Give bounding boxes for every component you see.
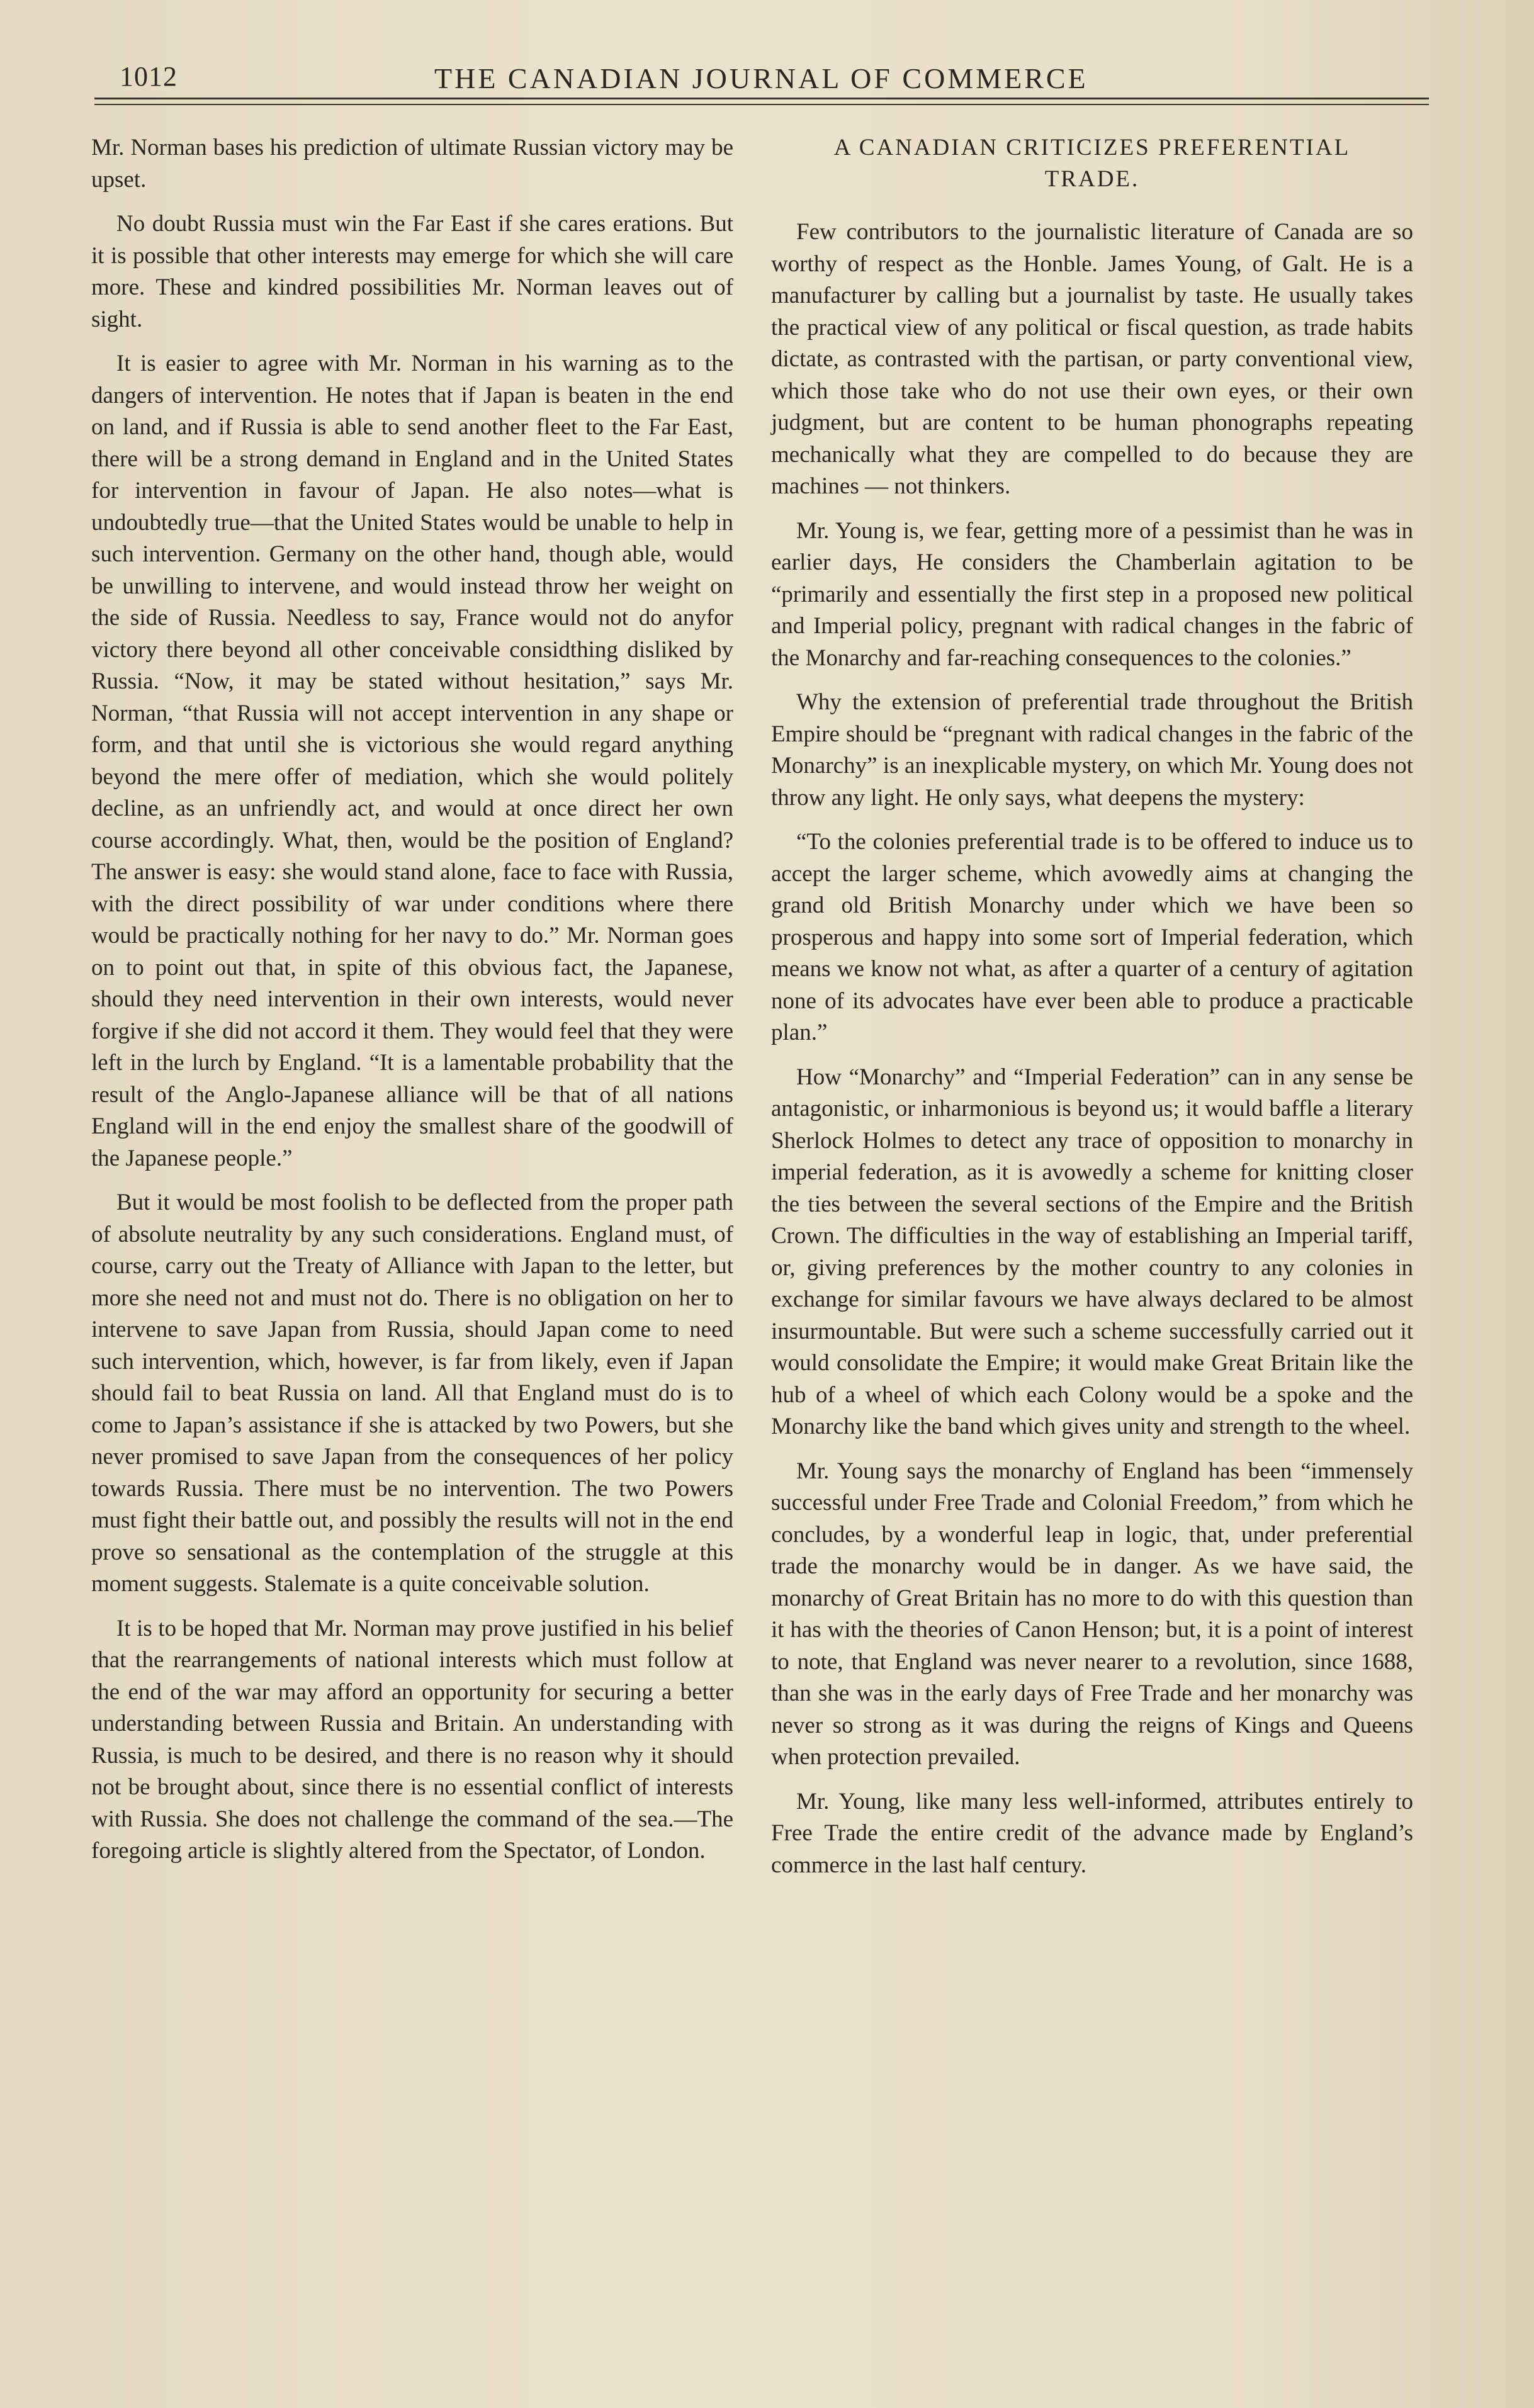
header-rule-top [94, 98, 1429, 99]
right-paragraph: Mr. Young is, we fear, getting more of a pessimist than he was in earlier days, He considers the Chamberlain agitation to be “primarily and essentially the first step in a proposed new political and Imperial policy, pregnant with radical changes in the fabric of the Monarchy and far-reaching consequences to the colonies.” [771, 517, 1413, 671]
right-column [771, 132, 1413, 1894]
right-paragraph: Mr. Young says the monarchy of England has been “immensely successful under Free Trade and Colonial Freedom,” from which he concludes, by a wonderful leap in logic, that, under preferential trade the monarchy would be in danger. As we have said, the monarchy of Great Britain has no more to do with this question than it has with the theories of Canon Henson; but, it is a point of interest to note, that England was never nearer to a revolution, since 1688, than she was in the early days of Free Trade and her monarchy was never so strong as it was during the reigns of Kings and Queens when protection prevailed. [771, 1458, 1413, 1770]
right-paragraph: Why the extension of preferential trade throughout the British Empire should be “pregnant with radical changes in the fabric of the Monarchy” is an inexplicable mystery, on which Mr. Young does not throw any light. He only says, what deepens the mystery: [771, 689, 1413, 811]
left-column [91, 132, 733, 1880]
article-title-line-1: A CANADIAN CRITICIZES PREFERENTIAL [833, 135, 1351, 160]
header-rule-bottom [94, 104, 1429, 105]
right-paragraph: “To the colonies preferential trade is to be offered to induce us to accept the larger scheme, which avowedly aims at changing the grand old British Monarchy under which we have been so prosperous and happy into some sort of Imperial federation, which means we know not what, as after a quarter of a century of agitation none of its advocates have ever been able to produce a practicable plan.” [771, 829, 1413, 1045]
left-paragraph: It is easier to agree with Mr. Norman in his warning as to the dangers of intervention. He notes that if Japan is beaten in the end on land, and if Russia is able to send another fleet to the Far East, there will be a strong demand in England and in the United States for intervention in favour of Japan. He also notes—what is undoubtedly true—that the United States would be unable to help in such intervention. Germany on the other hand, though able, would be unwilling to intervene, and would instead throw her weight on the side of Russia. Needless to say, France would not do anyfor victory there beyond all other conceivable considthing disliked by Russia. “Now, it may be stated without hesitation,” says Mr. Norman, “that Russia will not accept intervention in any shape or form, and that until she is victorious she would regard anything beyond the mere offer of mediation, which she would politely decline, as an unfriendly act, and would at once direct her own course accordingly. What, then, would be the position of England? The answer is easy: she would stand alone, face to face with Russia, with the direct possibility of war under conditions where there would be practically nothing for her navy to do.” Mr. Norman goes on to point out that, in spite of this obvious fact, the Japanese, should they need intervention in their own interests, would never forgive if she did not accord it them. They would feel that they were left in the lurch by England. “It is a lamentable probability that the result of the Anglo-Japanese alliance will be that of all nations England will in the end enjoy the smallest share of the goodwill of the Japanese people.” [91, 351, 733, 1171]
article-title [771, 132, 1413, 195]
left-paragraph: But it would be most foolish to be deflected from the proper path of absolute neutrality by any such considerations. England must, of course, carry out the Treaty of Alliance with Japan to the letter, but more she need not and must not do. There is no obligation on her to intervene to save Japan from Russia, should Japan come to need such intervention, which, however, is far from likely, even if Japan should fail to beat Russia on land. All that England must do is to come to Japan’s assistance if she is attacked by two Powers, but she never promised to save Japan from the consequences of her policy towards Russia. There must be no intervention. The two Powers must fight their battle out, and possibly the results will not in the end prove so sensational as the contemplation of the struggle at this moment suggests. Stalemate is a quite conceivable solution. [91, 1190, 733, 1597]
left-paragraph: No doubt Russia must win the Far East if she cares erations. But it is possible that other interests may emerge for which she will care more. These and kindred possibilities Mr. Norman leaves out of sight. [91, 211, 733, 332]
left-paragraph: It is to be hoped that Mr. Norman may prove justified in his belief that the rearrangements of national interests which must follow at the end of the war may afford an opportunity for securing a better understanding between Russia and Britain. An understanding with Russia, is much to be desired, and there is no reason why it should not be brought about, since there is no essential conflict of interests with Russia. She does not challenge the command of the sea.—The foregoing article is slightly altered from the Spectator, of London. [91, 1615, 733, 1864]
right-paragraph: How “Monarchy” and “Imperial Federation” can in any sense be antagonistic, or inharmonious is beyond us; it would baffle a literary Sherlock Holmes to detect any trace of opposition to monarchy in imperial federation, as it is avowedly a scheme for knitting closer the ties between the several sections of the Empire and the British Crown. The difficulties in the way of establishing an Imperial tariff, or, giving preferences by the mother country to any colonies in exchange for similar favours we have always declared to be almost insurmountable. But were such a scheme successfully carried out it would consolidate the Empire; it would make Great Britain like the hub of a wheel of which each Colony would be a spoke and the Monarchy like the band which gives unity and strength to the wheel. [771, 1064, 1413, 1439]
left-paragraph: Mr. Norman bases his prediction of ultimate Russian victory may be upset. [91, 135, 733, 193]
right-paragraph: Few contributors to the journalistic literature of Canada are so worthy of respect as the Honble. James Young, of Galt. He is a manufacturer by calling but a journalist by taste. He usually takes the practical view of any political or fiscal question, as trade habits dictate, as contrasted with the partisan, or party conventional view, which those take who do not use their own eyes, or their own judgment, but are content to be human phonographs repeating mechanically what they are compelled to do because they are machines — not thinkers. [771, 219, 1413, 499]
article-title-line-2: TRADE. [1044, 166, 1140, 192]
page-number: 1012 [120, 61, 178, 92]
right-paragraph: Mr. Young, like many less well-informed, attributes entirely to Free Trade the entire credit of the advance made by England’s commerce in the last half century. [771, 1788, 1413, 1878]
journal-title: THE CANADIAN JOURNAL OF COMMERCE [434, 62, 1088, 94]
